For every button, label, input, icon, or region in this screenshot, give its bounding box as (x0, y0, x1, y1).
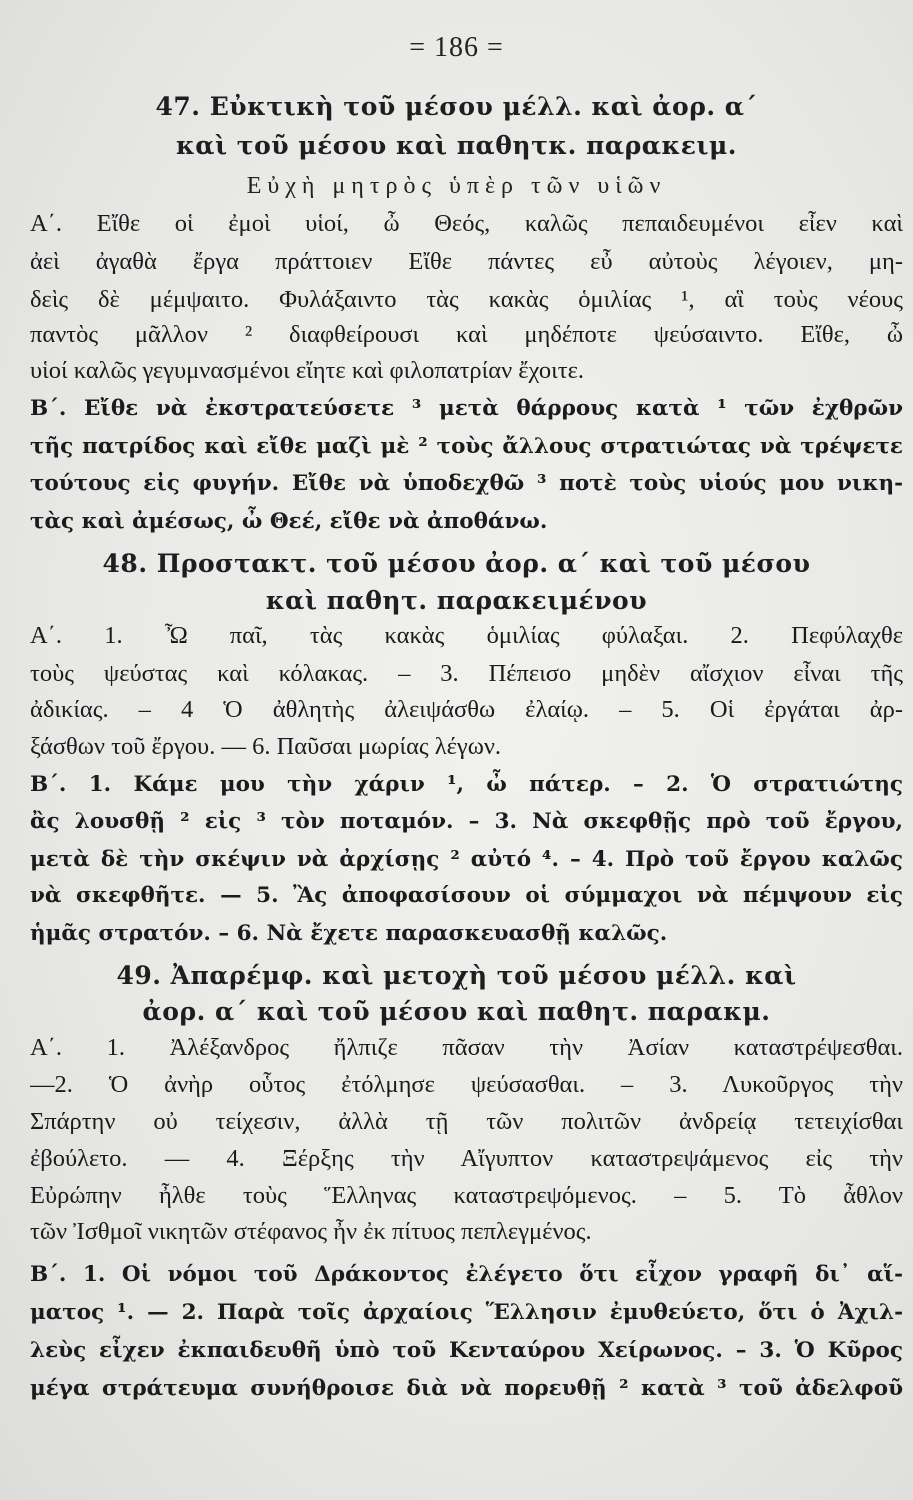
section-49-line: λεὺς εἶχεν ἐκπαιδευθῆ ὑπὸ τοῦ Κενταύρου Χείρωνος. – 3. Ὁ Κῦρος (30, 1338, 903, 1363)
section-49-line: —2. Ὁ ἀνὴρ οὗτος ἐτόλμησε ψεύσασθαι. – 3. Λυκοῦργος τὴν (30, 1071, 903, 1098)
section-48-line: ἂς λουσθῇ ² εἰς ³ τὸν ποταμόν. – 3. Νὰ σκεφθῇς πρὸ τοῦ ἔργου, (30, 809, 903, 834)
section-48-line: Α΄. 1. Ὦ παῖ, τὰς κακὰς ὁμιλίας φύλαξαι. 2. Πεφύλαχθε (30, 622, 903, 649)
section-48-line: ἡμᾶς στρατόν. – 6. Νὰ ἔχετε παρασκευασθῇ καλῶς. (30, 921, 668, 946)
section-47-line: παντὸς μᾶλλον ² διαφθείρουσι καὶ μηδέποτε ψεύσαιντο. Εἴθε, ὦ (30, 321, 903, 348)
section-48-line: τοὺς ψεύστας καὶ κόλακας. – 3. Πέπεισο μηδὲν αἴσχιον εἶναι τῆς (30, 660, 903, 687)
section-47-heading-line1: 47. Εὐκτικὴ τοῦ μέσου μέλλ. καὶ ἀορ. α΄ (155, 92, 758, 121)
section-49-line: ματος ¹. — 2. Παρὰ τοῖς ἀρχαίοις Ἕλλησιν ἐμυθεύετο, ὅτι ὁ Ἀχιλ- (30, 1300, 903, 1325)
section-47-line: τῆς πατρίδος καὶ εἴθε μαζὶ μὲ ² τοὺς ἄλλους στρατιώτας νὰ τρέψετε (30, 434, 903, 459)
section-47-line: Α΄. Εἴθε οἱ ἐμοὶ υἱοί, ὦ Θεός, καλῶς πεπαιδευμένοι εἶεν καὶ (30, 210, 903, 237)
section-49-line: Α΄. 1. Ἀλέξανδρος ἤλπιζε πᾶσαν τὴν Ἀσίαν καταστρέψεσθαι. (30, 1034, 903, 1061)
section-47-line: τὰς καὶ ἀμέσως, ὦ Θεέ, εἴθε νὰ ἀποθάνω. (30, 509, 548, 534)
section-49-line: μέγα στράτευμα συνήθροισε διὰ νὰ πορευθῇ ² κατὰ ³ τοῦ ἀδελφοῦ (30, 1376, 903, 1401)
section-48-line: μετὰ δὲ τὴν σκέψιν νὰ ἀρχίσῃς ² αὐτό ⁴. – 4. Πρὸ τοῦ ἔργου καλῶς (30, 847, 903, 872)
section-48-line: νὰ σκεφθῆτε. — 5. Ἂς ἀποφασίσουν οἱ σύμμαχοι νὰ πέμψουν εἰς (30, 883, 903, 908)
section-49-line: τῶν Ἰσθμοῖ νικητῶν στέφανος ἦν ἐκ πίτυος πεπλεγμένος. (30, 1218, 592, 1245)
section-48-heading-line2: καὶ παθητ. παρακειμένου (265, 586, 648, 615)
section-47-line: δεὶς δὲ μέμψαιτο. Φυλάξαιντο τὰς κακὰς ὁμιλίας ¹, αἳ τοὺς νέους (30, 286, 903, 313)
section-47-line: Β΄. Εἴθε νὰ ἐκστρατεύσετε ³ μετὰ θάρρους κατὰ ¹ τῶν ἐχθρῶν (30, 396, 903, 421)
section-48-line: Β΄. 1. Κάμε μου τὴν χάριν ¹, ὦ πάτερ. – 2. Ὁ στρατιώτης (30, 772, 903, 797)
section-47-heading-line2: καὶ τοῦ μέσου καὶ παθητκ. παρακειμ. (175, 131, 738, 160)
section-49-heading-line2: ἀορ. α΄ καὶ τοῦ μέσου καὶ παθητ. παρακμ. (142, 997, 771, 1026)
section-49-line: Σπάρτην οὐ τείχεσιν, ἀλλὰ τῇ τῶν πολιτῶν ἀνδρείᾳ τετειχίσθαι (30, 1108, 903, 1135)
section-49-line: Εὐρώπην ἦλθε τοὺς Ἕλληνας καταστρεψόμενος. – 5. Τὸ ἆθλον (30, 1182, 903, 1209)
section-48-line: ἀδικίας. – 4 Ὁ ἀθλητὴς ἀλειψάσθω ἐλαίῳ. – 5. Οἱ ἐργάται ἀρ- (30, 696, 903, 723)
section-47-subheading: Εὐχὴ μητρὸς ὑπὲρ τῶν υἱῶν (246, 173, 667, 199)
section-47-line: τούτους εἰς φυγήν. Εἴθε νὰ ὑποδεχθῶ ³ ποτὲ τοὺς υἱούς μου νικη- (30, 471, 903, 496)
section-49-line: ἐβούλετο. — 4. Ξέρξης τὴν Αἴγυπτον καταστρεψάμενος εἰς τὴν (30, 1145, 903, 1172)
section-48-line: ξάσθων τοῦ ἔργου. — 6. Παῦσαι μωρίας λέγων. (30, 733, 502, 760)
page-number: = 186 = (409, 32, 504, 63)
section-47-line: ἀεὶ ἀγαθὰ ἔργα πράττοιεν Εἴθε πάντες εὖ αὐτοὺς λέγοιεν, μη- (30, 248, 903, 275)
section-49-heading-line1: 49. Ἀπαρέμφ. καὶ μετοχὴ τοῦ μέσου μέλλ. καὶ (116, 961, 797, 990)
section-47-line: υἱοί καλῶς γεγυμνασμένοι εἴητε καὶ φιλοπατρίαν ἔχοιτε. (30, 357, 584, 384)
section-48-heading-line1: 48. Προστακτ. τοῦ μέσου ἀορ. α΄ καὶ τοῦ μέσου (102, 549, 811, 578)
section-49-line: Β΄. 1. Οἱ νόμοι τοῦ Δράκοντος ἐλέγετο ὅτι εἶχον γραφῆ δι᾽ αἵ- (30, 1262, 903, 1287)
